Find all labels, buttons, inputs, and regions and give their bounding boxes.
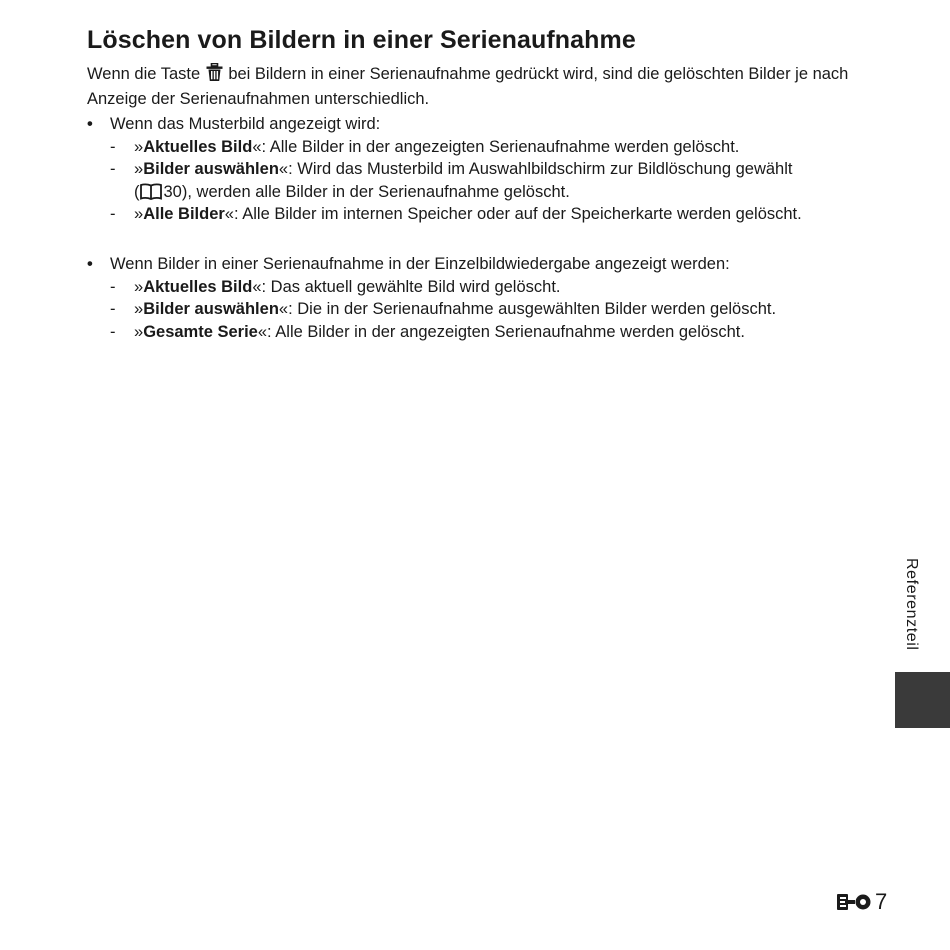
dash-marker: - bbox=[110, 322, 116, 341]
quote-close: « bbox=[278, 300, 289, 318]
option-term: Gesamte Serie bbox=[143, 322, 258, 341]
list-item-text bbox=[134, 321, 874, 344]
option-description: : Alle Bilder im internen Speicher oder auf der Speicherkarte werden gelöscht. bbox=[233, 205, 802, 223]
list-item bbox=[87, 298, 887, 321]
list-item bbox=[87, 158, 887, 203]
list-item-text bbox=[134, 136, 874, 159]
dash-marker: - bbox=[110, 137, 116, 156]
option-term: Alle Bilder bbox=[143, 205, 225, 223]
option-description: : Das aktuell gewählte Bild wird gelöscht. bbox=[261, 277, 561, 296]
option-description: : Die in der Serienaufnahme ausgewählten Bilder werden gelöscht. bbox=[288, 300, 777, 318]
list-item bbox=[87, 276, 887, 299]
list-item bbox=[87, 136, 887, 159]
option-term: Aktuelles Bild bbox=[143, 277, 253, 296]
list-item-text bbox=[134, 203, 874, 226]
section-einzelbild bbox=[87, 253, 887, 343]
page-number-text: 7 bbox=[875, 889, 888, 914]
bullet-marker: • bbox=[87, 115, 93, 133]
option-term: Bilder auswählen bbox=[143, 300, 279, 318]
quote-close: « bbox=[252, 137, 262, 156]
option-term: Bilder auswählen bbox=[143, 160, 279, 178]
quote-open: » bbox=[134, 277, 144, 296]
dash-marker: - bbox=[110, 300, 116, 318]
section-heading bbox=[87, 113, 887, 136]
list-item bbox=[87, 321, 887, 344]
page-number bbox=[836, 887, 887, 917]
ref-page[interactable]: 30 bbox=[163, 182, 182, 201]
quote-close: « bbox=[257, 322, 268, 341]
section-musterbild bbox=[87, 113, 887, 226]
quote-open: » bbox=[134, 322, 144, 341]
dash-marker: - bbox=[110, 277, 116, 296]
option-description: : Alle Bilder in der angezeigten Serienaufnahme werden gelöscht. bbox=[267, 322, 745, 341]
bullet-marker: • bbox=[87, 255, 93, 273]
trash-icon bbox=[206, 63, 223, 82]
side-section-label: Referenzteil bbox=[903, 558, 920, 651]
quote-open: » bbox=[134, 137, 144, 156]
ref-open: ( bbox=[134, 182, 140, 201]
option-description: : Wird das Musterbild im Auswahlbildschirm zur Bildlöschung gewählt bbox=[288, 160, 793, 178]
section-heading-text: Wenn Bilder in einer Serienaufnahme in der Einzelbildwiedergabe angezeigt werden: bbox=[110, 255, 730, 273]
list-item-text bbox=[134, 158, 874, 203]
quote-close: « bbox=[252, 277, 262, 296]
dash-marker: - bbox=[110, 205, 116, 223]
page-title: Löschen von Bildern in einer Serienaufnahme bbox=[87, 26, 636, 54]
quote-open: » bbox=[134, 205, 144, 223]
intro-text-before: Wenn die Taste bbox=[87, 65, 201, 83]
section-heading bbox=[87, 253, 887, 276]
quote-close: « bbox=[278, 160, 289, 178]
quote-open: » bbox=[134, 300, 144, 318]
section-heading-text: Wenn das Musterbild angezeigt wird: bbox=[110, 115, 381, 133]
intro-text-after: bei Bildern in einer Serienaufnahme gedrückt wird, sind die gelöschten Bilder je nach Anzeige der Serienaufnahmen unterschiedlich. bbox=[87, 65, 849, 108]
option-term: Aktuelles Bild bbox=[143, 137, 253, 156]
side-section-tab bbox=[895, 672, 950, 728]
list-item bbox=[87, 203, 887, 226]
list-item-text bbox=[134, 276, 874, 299]
book-icon[interactable] bbox=[140, 183, 162, 200]
reference-section-icon bbox=[836, 892, 872, 912]
option-description: : Alle Bilder in der angezeigten Serienaufnahme werden gelöscht. bbox=[261, 137, 740, 156]
quote-close: « bbox=[224, 205, 234, 223]
list-item-text bbox=[134, 298, 874, 321]
ref-close: ), werden alle Bilder in der Serienaufnahme gelöscht. bbox=[181, 182, 570, 201]
quote-open: » bbox=[134, 160, 144, 178]
intro-paragraph bbox=[87, 62, 877, 112]
dash-marker: - bbox=[110, 160, 116, 178]
